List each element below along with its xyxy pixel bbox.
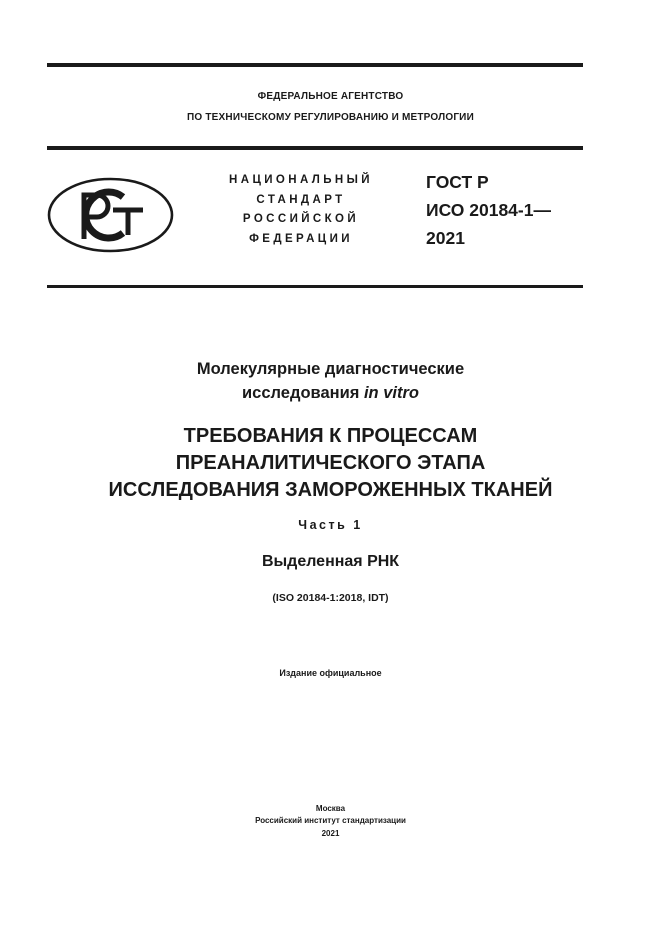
main-title-line-1: ТРЕБОВАНИЯ К ПРОЦЕССАМ	[183, 425, 478, 447]
part-number: Часть 1	[298, 518, 363, 532]
national-line-1: НАЦИОНАЛЬНЫЙ	[229, 174, 373, 186]
publisher-year: 2021	[321, 829, 340, 838]
subtitle-line-2-text: исследования	[242, 384, 364, 402]
publisher-name: Российский институт стандартизации	[255, 816, 406, 825]
subtitle-line-2	[0, 384, 661, 403]
subtitle-in-vitro: in vitro	[363, 384, 419, 402]
main-title-line-2: ПРЕАНАЛИТИЧЕСКОГО ЭТАПА	[175, 452, 486, 474]
national-line-3: РОССИЙСКОЙ	[242, 213, 360, 225]
top-rule	[47, 63, 583, 67]
subtitle-line-1: Молекулярные диагностические	[196, 360, 465, 378]
agency-line-2: ПО ТЕХНИЧЕСКОМУ РЕГУЛИРОВАНИЮ И МЕТРОЛОГИИ	[187, 112, 474, 123]
header-rule	[47, 146, 583, 150]
agency-line-1: ФЕДЕРАЛЬНОЕ АГЕНТСТВО	[257, 91, 404, 102]
part-title: Выделенная РНК	[261, 553, 400, 570]
designation-line-1: ГОСТ Р	[426, 172, 489, 192]
national-line-2: СТАНДАРТ	[256, 194, 346, 206]
national-line-4: ФЕДЕРАЦИИ	[249, 233, 353, 245]
iso-reference: (ISO 20184-1:2018, IDT)	[272, 592, 389, 604]
edition-label: Издание официальное	[279, 668, 382, 678]
logo-block-rule	[47, 285, 583, 288]
designation-line-3: 2021	[426, 228, 465, 248]
publisher-city: Москва	[315, 804, 346, 813]
main-title-line-3: ИССЛЕДОВАНИЯ ЗАМОРОЖЕННЫХ ТКАНЕЙ	[108, 479, 553, 501]
designation-line-2: ИСО 20184-1—	[426, 200, 551, 220]
rst-certification-mark-icon	[47, 177, 174, 253]
